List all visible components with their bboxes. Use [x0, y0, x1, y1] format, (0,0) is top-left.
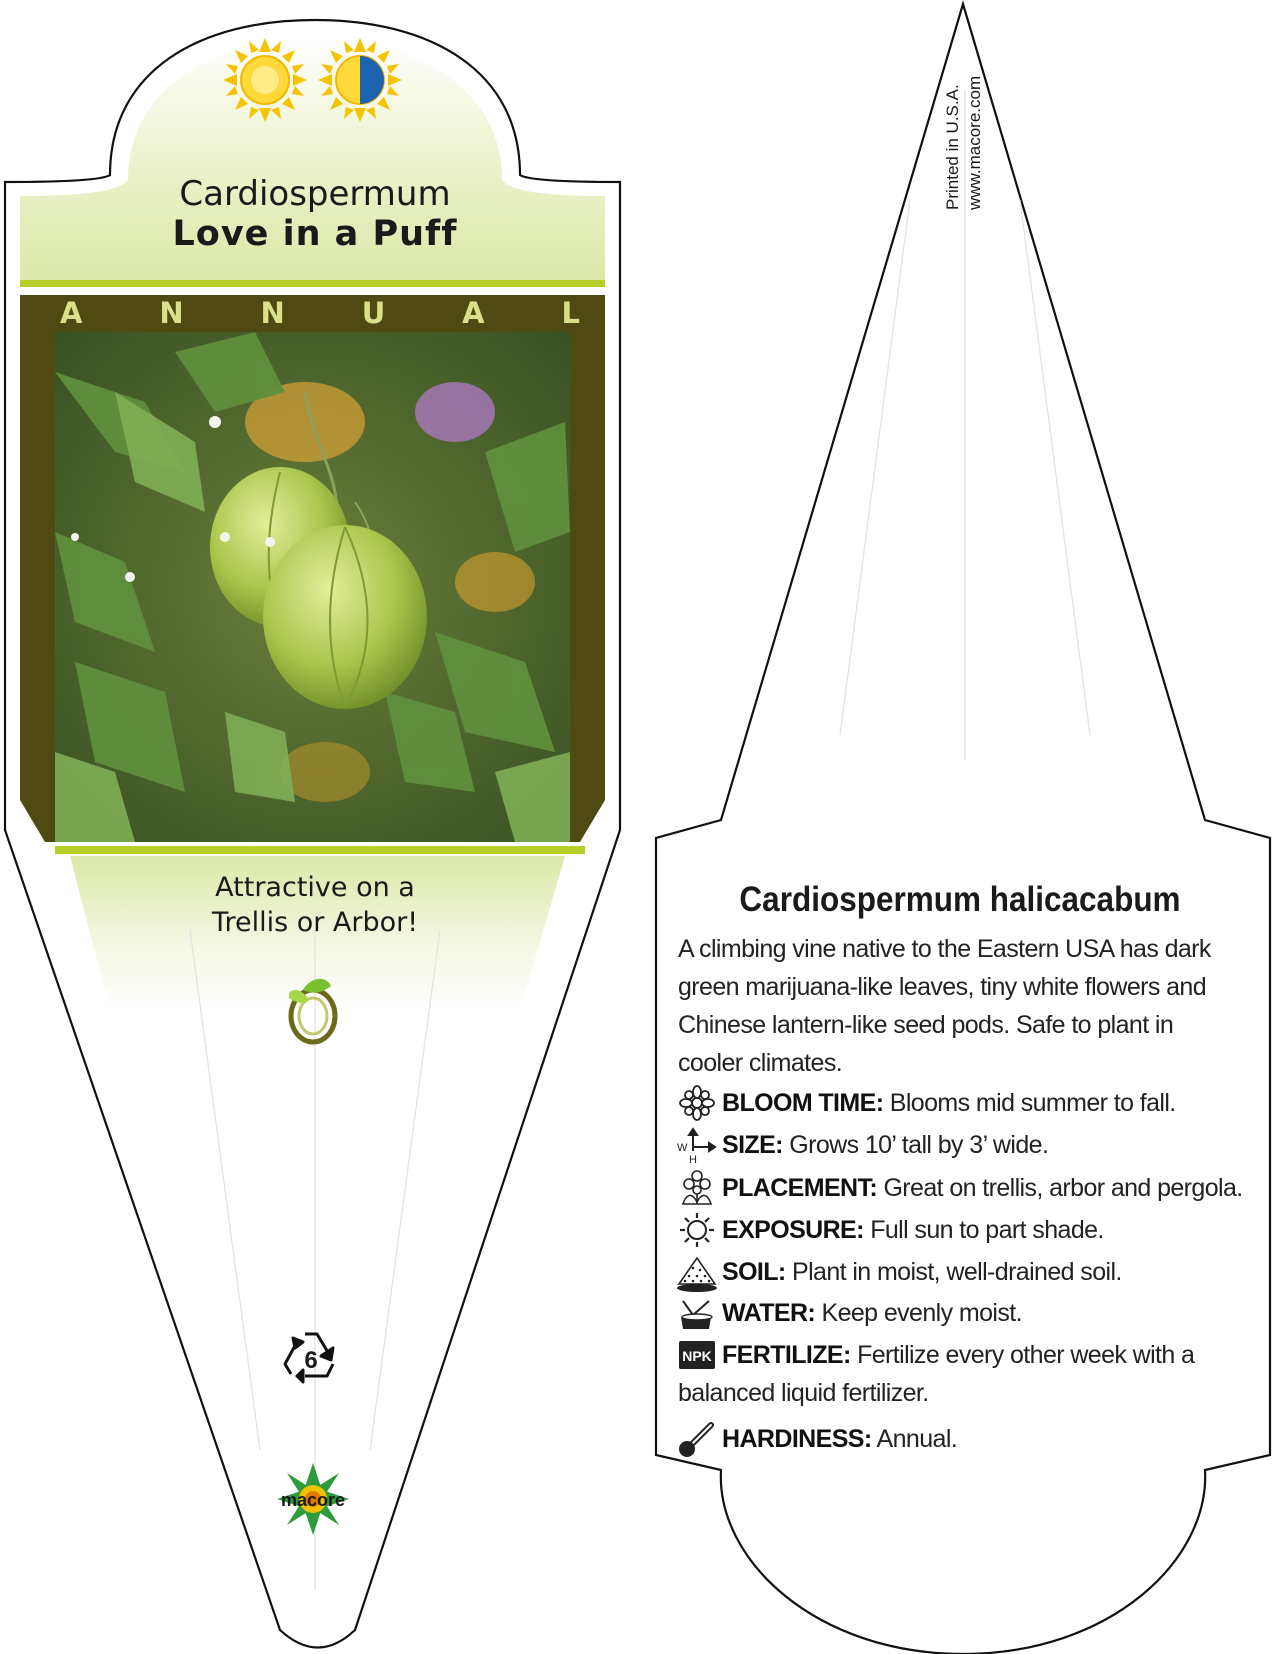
- category-letter: A: [462, 296, 485, 330]
- care-label: BLOOM TIME:: [722, 1089, 884, 1117]
- care-label: FERTILIZE:: [722, 1341, 851, 1369]
- care-text: Fertilize every other week with a balanced liquid fertilizer.: [678, 1341, 1195, 1407]
- care-label: WATER:: [722, 1299, 816, 1327]
- care-text: Annual.: [871, 1425, 958, 1453]
- care-text: Plant in moist, well-drained soil.: [785, 1258, 1122, 1286]
- care-water: [678, 1294, 1248, 1332]
- printed-line: Printed in U.S.A.: [943, 84, 962, 210]
- lime-band-top: [20, 280, 605, 287]
- care-text: Blooms mid summer to fall.: [883, 1089, 1176, 1117]
- thermometer-icon-slot: [678, 1425, 716, 1455]
- recycle-number: 6: [304, 1347, 318, 1374]
- care-size: [678, 1126, 1248, 1164]
- category-letter: N: [159, 296, 184, 330]
- flower-icon-slot: [678, 1089, 716, 1119]
- plant-photo: [55, 332, 570, 842]
- category-letter: U: [361, 296, 386, 330]
- full-sun-icon: [223, 38, 307, 122]
- plant-description: A climbing vine native to the Eastern USA has dark green marijuana-like leaves, tiny white flowers and Chinese lantern-like seed pods. Safe to plant in cooler climates.: [678, 935, 1211, 1077]
- care-label: SOIL:: [722, 1258, 786, 1286]
- care-fertilize: [634, 1336, 1238, 1412]
- size-icon-slot: [678, 1131, 716, 1161]
- category-label: [60, 296, 580, 330]
- species-name: Cardiospermum halicacabum: [739, 880, 1181, 919]
- tagline-line: Attractive on a: [215, 872, 415, 903]
- tagline-line: Trellis or Arbor!: [211, 907, 419, 938]
- care-text: Full sun to part shade.: [863, 1216, 1104, 1244]
- website-line: www.macore.com: [965, 75, 984, 210]
- front-title-block: [20, 174, 610, 254]
- category-letter: L: [561, 296, 580, 330]
- care-label: SIZE:: [722, 1131, 783, 1159]
- placement-icon-slot: [678, 1174, 716, 1204]
- category-letter: N: [260, 296, 285, 330]
- category-letter: A: [60, 296, 83, 330]
- care-exposure: [678, 1211, 1248, 1249]
- care-label: EXPOSURE:: [722, 1216, 864, 1244]
- svg-text:W: W: [677, 1142, 688, 1154]
- common-name: Cardiospermum: [179, 174, 451, 214]
- part-shade-icon: [318, 38, 402, 122]
- tagline: [100, 870, 530, 940]
- variety-name: Love in a Puff: [172, 214, 458, 254]
- sun-outline-icon-slot: [678, 1216, 716, 1246]
- svg-text:NPK: NPK: [682, 1348, 712, 1364]
- care-placement: [678, 1169, 1248, 1207]
- care-hardiness: [678, 1420, 1248, 1458]
- watering-can-icon-slot: [678, 1299, 716, 1329]
- care-soil: [678, 1253, 1248, 1291]
- care-text: Great on trellis, arbor and pergola.: [877, 1174, 1243, 1202]
- printed-in-usa: [942, 76, 986, 210]
- care-label: PLACEMENT:: [722, 1174, 878, 1202]
- soil-icon-slot: [678, 1258, 716, 1288]
- care-text: Keep evenly moist.: [815, 1299, 1022, 1327]
- svg-text:H: H: [689, 1154, 697, 1166]
- lime-band-bottom: [55, 846, 585, 854]
- care-text: Grows 10’ tall by 3’ wide.: [782, 1131, 1049, 1159]
- care-label: HARDINESS:: [722, 1425, 872, 1453]
- brand-name: macore: [280, 1490, 346, 1510]
- care-bloom-time: [678, 1084, 1248, 1122]
